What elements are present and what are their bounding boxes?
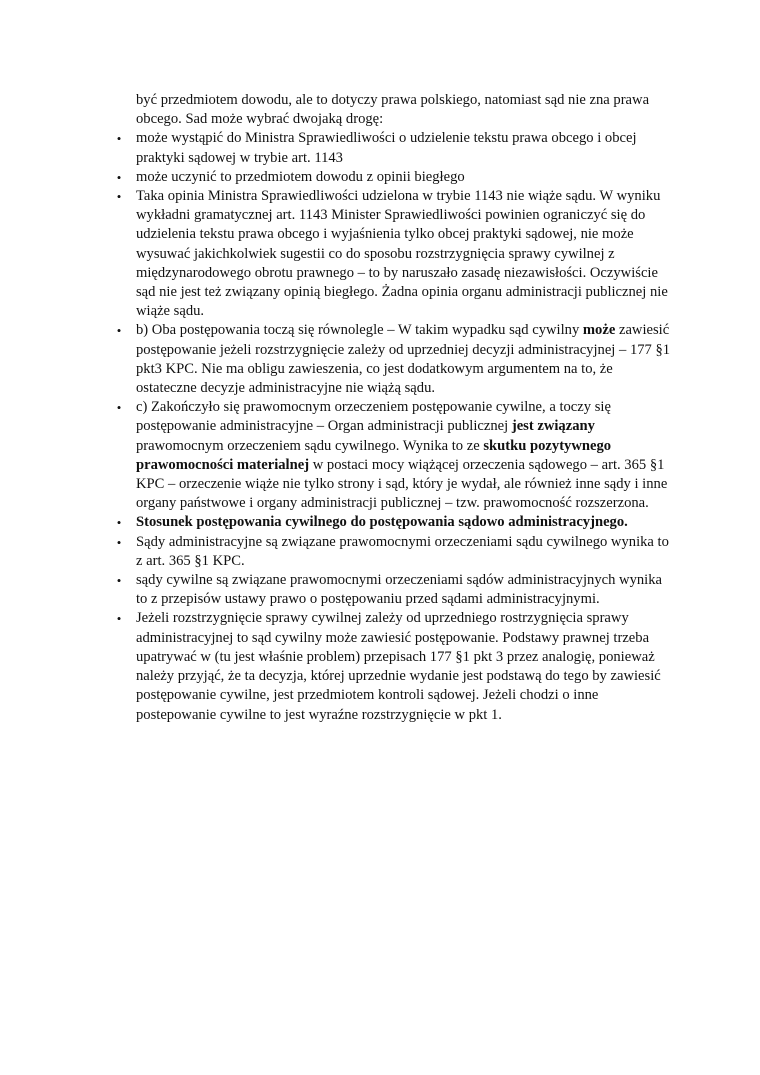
item-text: b) Oba postępowania toczą się równolegle – W takim wypadku sąd cywilny xyxy=(136,322,583,339)
item-text: Sądy administracyjne są związane prawomocnymi orzeczeniami sądu cywilnego wynika to z art. 365 §1 KPC. xyxy=(136,533,669,569)
bullet-icon: • xyxy=(116,534,122,550)
list-item xyxy=(116,129,672,167)
list-item xyxy=(116,187,672,321)
bold-text: Stosunek postępowania cywilnego do postępowania sądowo administracyjnego. xyxy=(136,514,628,531)
list-item xyxy=(116,168,672,187)
bullet-icon: • xyxy=(116,573,122,589)
item-text: może uczynić to przedmiotem dowodu z opinii biegłego xyxy=(136,168,465,185)
item-text: prawomocnym orzeczeniem sądu cywilnego. Wynika to ze xyxy=(136,437,484,454)
bullet-icon: • xyxy=(116,189,122,205)
bullet-list xyxy=(116,129,672,724)
list-item xyxy=(116,533,672,571)
item-text: c) Zakończyło się prawomocnym orzeczeniem postępowanie cywilne, a toczy się postępowanie administracyjne – Organ administracji publicznej xyxy=(136,399,611,435)
bullet-icon: • xyxy=(116,515,122,531)
item-text: Jeżeli rozstrzygnięcie sprawy cywilnej zależy od uprzedniego rostrzygnięcia sprawy administracyjnej to sąd cywilny może zawiesić postępowanie. Podstawy prawnej trzeba upatrywać w (tu jest właśnie problem) przepisach 177 §1 pkt 3 przez analogię, ponieważ należy przyjąć, że ta decyzja, której uprzednie wydanie jest podstawą do tego by zawiesić postępowanie cywilne, jest przedmiotem kontroli sądowej. Jeżeli chodzi o inne postepowanie cywilne to jest wyraźne rozstrzygnięcie w pkt 1. xyxy=(136,610,661,723)
list-item xyxy=(116,321,672,398)
item-text: zawiesić postępowanie jeżeli rozstrzygnięcie zależy od uprzedniej decyzji administracyjnej – 177 §1 pkt3 KPC. Nie ma obligu zawieszenia, co jest dodatkowym argumentem na to, że ostateczne decyzje administracyjne nie wiążą sądu. xyxy=(136,322,671,397)
item-text: w postaci mocy wiążącej orzeczenia sądowego – art. 365 §1 KPC – orzeczenie wiąże nie tylko strony i sąd, który je wydał, ale również inne sądy i inne organy państwowe i organy administracji publicznej – tzw. prawomocność rozszerzona. xyxy=(136,456,668,512)
document-body xyxy=(116,91,672,725)
item-text: sądy cywilne są związane prawomocnymi orzeczeniami sądów administracyjnych wynika to z przepisów ustawy prawo o postępowaniu przed sądami administracyjnymi. xyxy=(136,572,662,608)
item-text: może wystąpić do Ministra Sprawiedliwości o udzielenie tekstu prawa obcego i obcej praktyki sądowej w trybie art. 1143 xyxy=(136,130,637,166)
bold-text: skutku pozytywnego prawomocności materialnej xyxy=(136,437,612,473)
bullet-icon: • xyxy=(116,611,122,627)
intro-paragraph: być przedmiotem dowodu, ale to dotyczy prawa polskiego, natomiast sąd nie zna prawa obcego. Sad może wybrać dwojaką drogę: xyxy=(136,92,650,128)
list-item xyxy=(116,513,672,532)
list-item xyxy=(116,609,672,724)
list-item xyxy=(116,398,672,513)
list-item xyxy=(116,571,672,609)
bullet-icon: • xyxy=(116,400,122,416)
bullet-icon: • xyxy=(116,169,122,185)
bold-text: jest związany xyxy=(511,418,595,435)
item-text: Taka opinia Ministra Sprawiedliwości udzielona w trybie 1143 nie wiąże sądu. W wyniku wykładni gramatycznej art. 1143 Minister Sprawiedliwości powinien ograniczyć się do udzielenia tekstu prawa obcego i wyjaśnienia tylko obcej praktyki sądowej, nie może wysuwać jakichkolwiek sugestii co do sposobu rozstrzygnięcia sprawy cywilnej z międzynarodowego obrotu prawnego – to by naruszało zasadę niezawisłości. Oczywiście sąd nie jest też związany opinią biegłego. Żadna opinia organu administracji publicznej nie wiąże sądu. xyxy=(136,188,668,320)
bullet-icon: • xyxy=(116,323,122,339)
bold-text: może xyxy=(582,322,616,339)
bullet-icon: • xyxy=(116,131,122,147)
